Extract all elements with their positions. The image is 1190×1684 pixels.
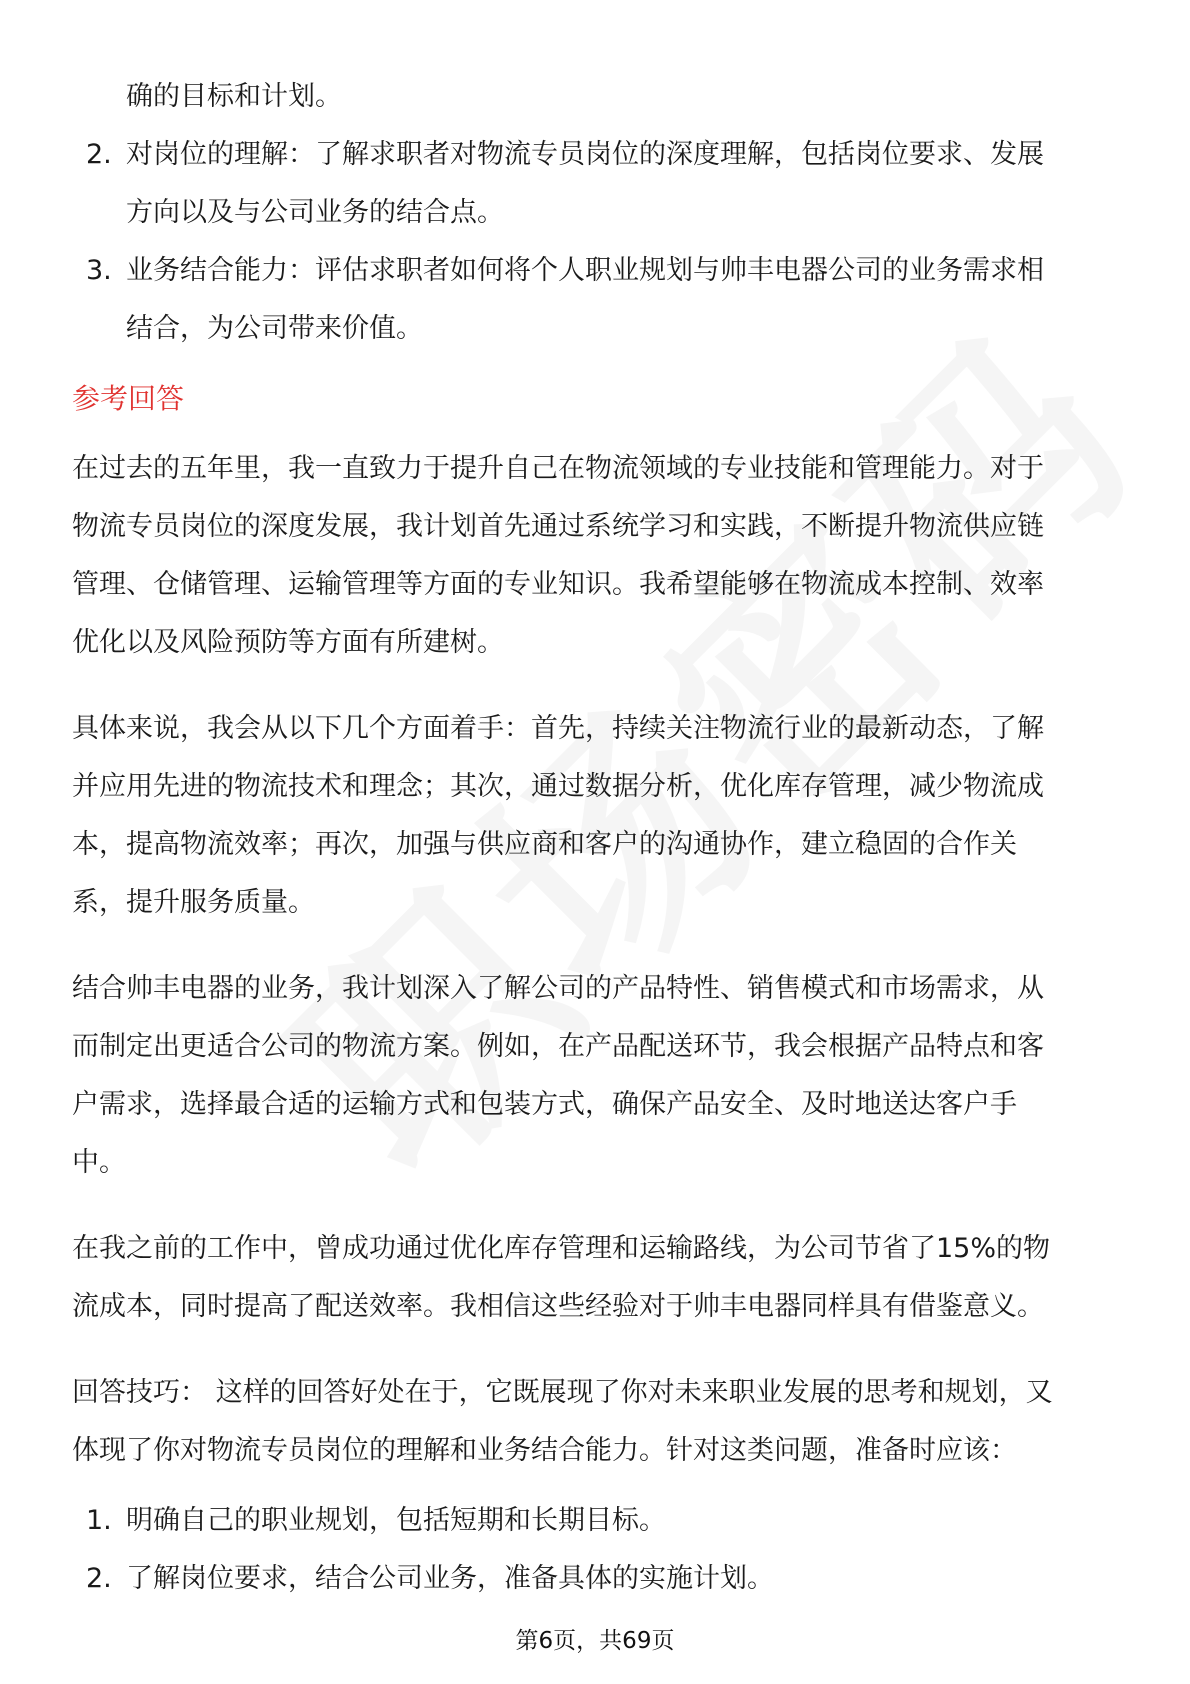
paragraph-line: 并应用先进的物流技术和理念；其次，通过数据分析，优化库存管理，减少物流成 — [72, 771, 1044, 802]
paragraph-line: 在过去的五年里，我一直致力于提升自己在物流领域的专业技能和管理能力。对于 — [72, 453, 1044, 484]
paragraph-line: 而制定出更适合公司的物流方案。例如，在产品配送环节，我会根据产品特点和客 — [72, 1031, 1044, 1062]
paragraph-line: 流成本，同时提高了配送效率。我相信这些经验对于帅丰电器同样具有借鉴意义。 — [72, 1291, 1044, 1322]
paragraph-1 — [72, 440, 1122, 672]
paragraph-line: 本，提高物流效率；再次，加强与供应商和客户的沟通协作，建立稳固的合作关 — [72, 829, 1017, 860]
paragraph-2 — [72, 700, 1122, 932]
page-content — [72, 68, 1122, 1608]
page-footer: 第6页，共69页 — [515, 1628, 675, 1654]
list-item-tip-2 — [72, 1550, 1122, 1608]
list-item-text: 业务结合能力：评估求职者如何将个人职业规划与帅丰电器公司的业务需求相 — [126, 255, 1044, 286]
list-number: 2. — [86, 139, 112, 170]
section-title: 参考回答 — [72, 382, 185, 415]
list-item-text: 明确自己的职业规划，包括短期和长期目标。 — [126, 1505, 666, 1536]
paragraph-line: 在我之前的工作中，曾成功通过优化库存管理和运输路线，为公司节省了15%的物 — [72, 1233, 1051, 1264]
list-item-criterion-3 — [72, 242, 1122, 358]
paragraph-line: 系，提升服务质量。 — [72, 887, 315, 918]
list-item-text: 方向以及与公司业务的结合点。 — [126, 197, 504, 228]
paragraph-line: 中。 — [72, 1147, 126, 1178]
paragraph-line: 户需求，选择最合适的运输方式和包装方式，确保产品安全、及时地送达客户手 — [72, 1089, 1017, 1120]
list-item-text: 了解岗位要求，结合公司业务，准备具体的实施计划。 — [126, 1563, 774, 1594]
list-number: 3. — [86, 255, 112, 286]
paragraph-3 — [72, 960, 1122, 1192]
paragraph-line: 回答技巧： 这样的回答好处在于，它既展现了你对未来职业发展的思考和规划，又 — [72, 1377, 1053, 1408]
paragraph-4 — [72, 1220, 1122, 1336]
paragraph-line: 管理、仓储管理、运输管理等方面的专业知识。我希望能够在物流成本控制、效率 — [72, 569, 1044, 600]
paragraph-line: 体现了你对物流专员岗位的理解和业务结合能力。针对这类问题，准备时应该： — [72, 1435, 1017, 1466]
list-number: 1. — [86, 1505, 112, 1536]
paragraph-line: 优化以及风险预防等方面有所建树。 — [72, 627, 504, 658]
list-item-text: 对岗位的理解：了解求职者对物流专员岗位的深度理解，包括岗位要求、发展 — [126, 139, 1044, 170]
list-item-text: 结合，为公司带来价值。 — [126, 313, 423, 344]
paragraph-line: 具体来说，我会从以下几个方面着手：首先，持续关注物流行业的最新动态，了解 — [72, 713, 1044, 744]
list-item-text: 确的目标和计划。 — [126, 81, 342, 112]
paragraph-line: 物流专员岗位的深度发展，我计划首先通过系统学习和实践，不断提升物流供应链 — [72, 511, 1044, 542]
answer-tips-paragraph — [72, 1364, 1122, 1480]
list-number: 2. — [86, 1563, 112, 1594]
list-item-continuation — [72, 68, 1122, 126]
list-item-criterion-2 — [72, 126, 1122, 242]
list-item-tip-1 — [72, 1492, 1122, 1550]
paragraph-line: 结合帅丰电器的业务，我计划深入了解公司的产品特性、销售模式和市场需求，从 — [72, 973, 1044, 1004]
